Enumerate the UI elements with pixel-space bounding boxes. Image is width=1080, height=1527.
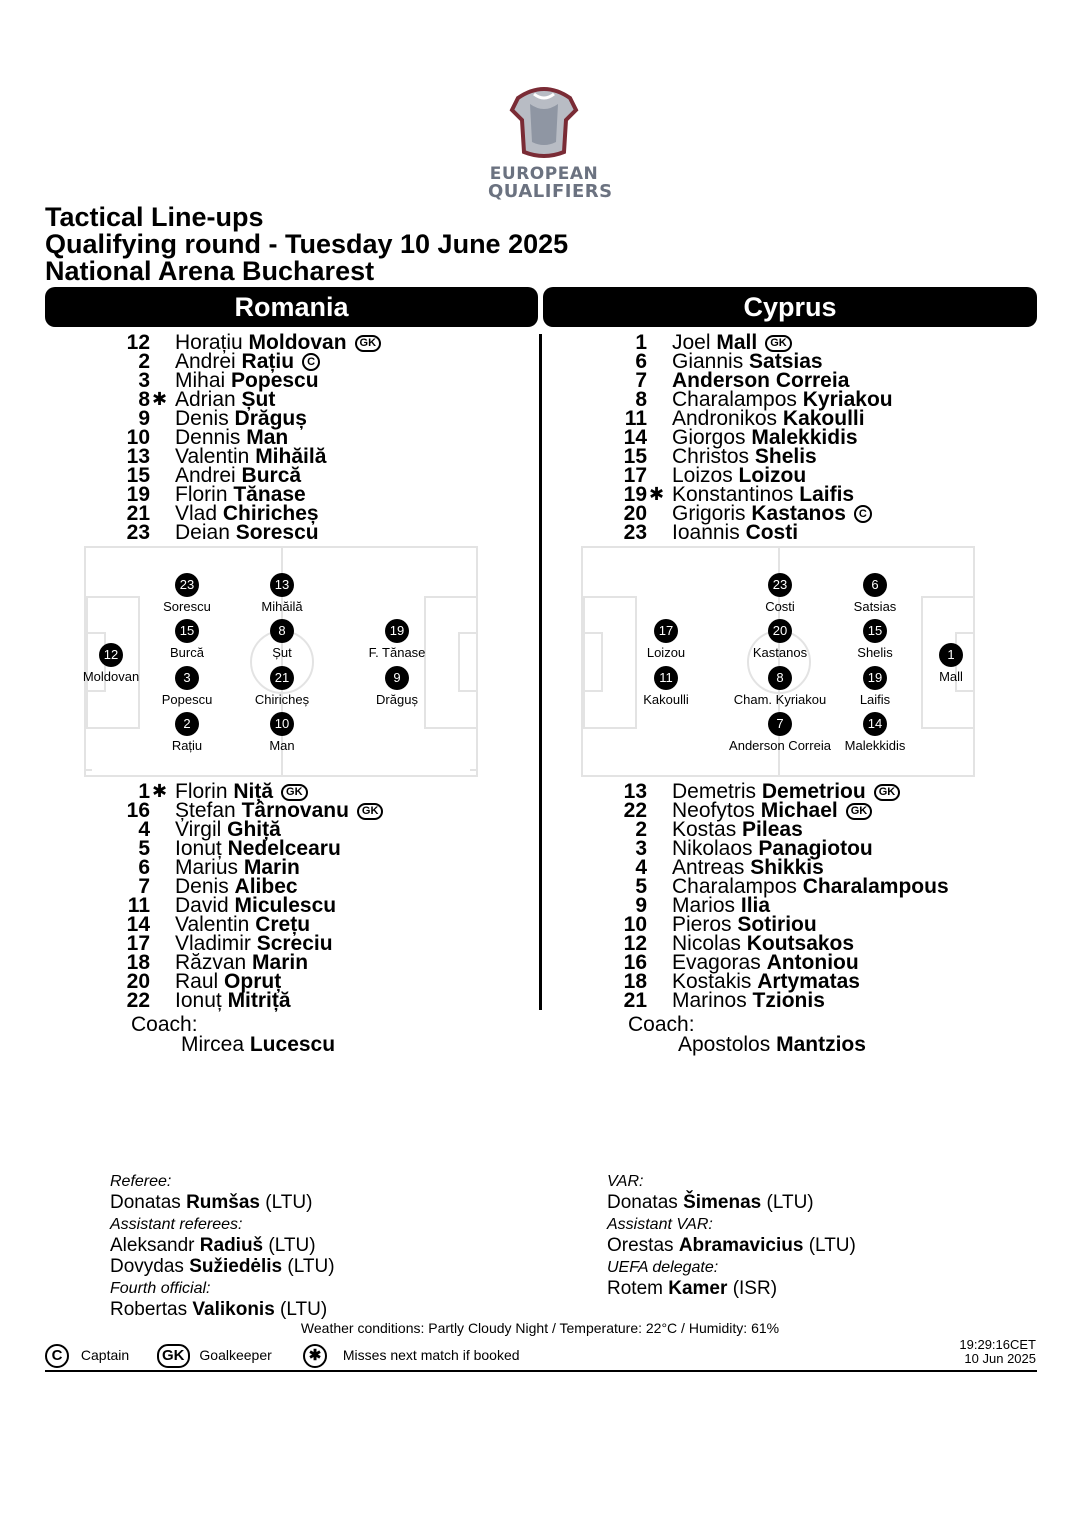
pitch-player-label: Kastanos bbox=[752, 645, 808, 660]
substitute-row bbox=[100, 858, 530, 877]
player-name: Raul Opruț bbox=[175, 970, 282, 993]
uefa-delegate-label: UEFA delegate: bbox=[607, 1259, 719, 1276]
player-name: Răzvan Marin bbox=[175, 951, 309, 974]
player-number-dot: 8 bbox=[768, 666, 792, 690]
shirt-number: 7 bbox=[138, 875, 150, 898]
assistant-var-name: Orestas Abramavicius (LTU) bbox=[607, 1235, 856, 1256]
substitute-row bbox=[100, 801, 530, 820]
assistant-var-label: Assistant VAR: bbox=[607, 1216, 713, 1233]
away-subs-list bbox=[597, 782, 1027, 1010]
legend bbox=[45, 1344, 745, 1370]
home-subs-list bbox=[100, 782, 530, 1010]
player-name: Ioannis Costi bbox=[672, 521, 799, 544]
player-name: Kostas Pileas bbox=[672, 818, 803, 841]
player-name: Adrian Șut bbox=[175, 388, 276, 411]
pitch-player bbox=[815, 712, 935, 754]
shirt-number: 4 bbox=[138, 818, 150, 841]
player-name: Dennis Man bbox=[175, 426, 289, 449]
shirt-number: 16 bbox=[126, 799, 150, 822]
pitch-player-label: Sorescu bbox=[163, 599, 211, 614]
pitch-player-label: Moldovan bbox=[82, 669, 140, 684]
pitch-player-label: Loizou bbox=[646, 645, 686, 660]
referee-label: Referee: bbox=[110, 1173, 172, 1190]
pitch-player-label: Rațiu bbox=[171, 738, 203, 753]
assistants-label: Assistant referees: bbox=[110, 1216, 243, 1233]
player-name: Valentin Crețu bbox=[175, 913, 311, 936]
shirt-number: 3 bbox=[138, 369, 150, 392]
player-number-dot: 6 bbox=[863, 573, 887, 597]
player-name: Anderson Correia bbox=[672, 369, 850, 392]
shirt-number: 2 bbox=[138, 350, 150, 373]
shirt-number: 13 bbox=[623, 780, 647, 803]
captain-icon: C bbox=[45, 1344, 69, 1368]
home-starters-list bbox=[100, 333, 530, 542]
pitch-player bbox=[222, 573, 342, 615]
shirt-number: 19 bbox=[623, 483, 647, 506]
player-name: Deian Sorescu bbox=[175, 521, 319, 544]
shirt-number: 20 bbox=[623, 502, 647, 525]
player-name: Ionuț Mitriță bbox=[175, 989, 291, 1012]
player-name: Marinos Tzionis bbox=[672, 989, 825, 1012]
pitch-player-label: Laifis bbox=[859, 692, 891, 707]
officials-right bbox=[607, 1170, 856, 1299]
shirt-number: 6 bbox=[635, 350, 647, 373]
player-name: Giannis Satsias bbox=[672, 350, 823, 373]
away-coach-last: Mantzios bbox=[776, 1033, 866, 1056]
trophy-shirt-icon bbox=[504, 80, 584, 160]
starter-row bbox=[597, 447, 1027, 466]
player-name: Loizos Loizou bbox=[672, 464, 807, 487]
logo-line-2: QUALIFIERS bbox=[488, 181, 613, 202]
goalkeeper-icon: GK bbox=[765, 335, 792, 352]
assistant-referee-2: Dovydas Sužiedėlis (LTU) bbox=[110, 1256, 335, 1277]
captain-icon: C bbox=[302, 353, 320, 371]
pitch-player bbox=[222, 712, 342, 754]
european-qualifiers-logo bbox=[488, 80, 613, 202]
player-name: Virgil Ghiță bbox=[175, 818, 281, 841]
player-number-dot: 7 bbox=[768, 712, 792, 736]
player-name: Nicolas Koutsakos bbox=[672, 932, 855, 955]
substitute-row bbox=[597, 991, 1027, 1010]
shirt-number: 15 bbox=[623, 445, 647, 468]
pitch-player-label: Șut bbox=[272, 645, 292, 660]
away-coach-label: Coach: bbox=[628, 1013, 695, 1036]
booked-warning-icon: ✱ bbox=[152, 781, 168, 801]
pitch-player bbox=[337, 666, 457, 708]
player-name: Mihai Popescu bbox=[175, 369, 319, 392]
shirt-number: 6 bbox=[138, 856, 150, 879]
player-name: Antreas Shikkis bbox=[672, 856, 824, 879]
shirt-number: 23 bbox=[623, 521, 647, 544]
pitch-player bbox=[222, 619, 342, 661]
shirt-number: 3 bbox=[635, 837, 647, 860]
legend-goalkeeper bbox=[157, 1344, 272, 1368]
pitch-player-label: Kakoulli bbox=[643, 692, 689, 707]
away-coach-name bbox=[628, 1035, 866, 1055]
shirt-number: 4 bbox=[635, 856, 647, 879]
starter-row bbox=[100, 466, 530, 485]
goalkeeper-icon: GK bbox=[846, 803, 873, 820]
pitch-player-label: Mihăilă bbox=[261, 599, 303, 614]
player-name: Grigoris Kastanos C bbox=[672, 504, 872, 523]
pitch-player bbox=[606, 619, 726, 661]
goalkeeper-icon: GK bbox=[874, 784, 901, 801]
home-coach-last: Lucescu bbox=[249, 1033, 336, 1056]
shirt-number: 19 bbox=[126, 483, 150, 506]
player-number-dot: 11 bbox=[654, 666, 678, 690]
player-name: Florin Tănase bbox=[175, 483, 306, 506]
legend-captain bbox=[45, 1344, 129, 1368]
pitch-player bbox=[337, 619, 457, 661]
home-coach bbox=[131, 1015, 335, 1055]
player-name: David Miculescu bbox=[175, 894, 337, 917]
pitch-player bbox=[815, 573, 935, 615]
player-name: Christos Shelis bbox=[672, 445, 817, 468]
player-name: Horațiu Moldovan GK bbox=[175, 333, 381, 352]
substitute-row bbox=[597, 801, 1027, 820]
player-number-dot: 2 bbox=[175, 712, 199, 736]
pitch-player-label: Anderson Correia bbox=[729, 738, 831, 753]
var-label: VAR: bbox=[607, 1173, 644, 1190]
shirt-number: 9 bbox=[138, 407, 150, 430]
assistant-referee-1: Aleksandr Radiuš (LTU) bbox=[110, 1235, 316, 1256]
column-divider bbox=[539, 334, 542, 1010]
player-name: Andrei Burcă bbox=[175, 464, 302, 487]
substitute-row bbox=[100, 953, 530, 972]
shirt-number: 1 bbox=[138, 780, 150, 803]
player-number-dot: 13 bbox=[270, 573, 294, 597]
footer-rule bbox=[45, 1370, 1037, 1372]
player-number-dot: 15 bbox=[175, 619, 199, 643]
starter-row bbox=[100, 371, 530, 390]
player-name: Denis Alibec bbox=[175, 875, 298, 898]
player-number-dot: 10 bbox=[270, 712, 294, 736]
weather-conditions: Weather conditions: Partly Cloudy Night / Temperature: 22°C / Humidity: 61% bbox=[300, 1320, 780, 1336]
shirt-number: 21 bbox=[126, 502, 150, 525]
referee-name: Donatas Rumšas (LTU) bbox=[110, 1192, 313, 1213]
player-number-dot: 9 bbox=[385, 666, 409, 690]
shirt-number: 7 bbox=[635, 369, 647, 392]
title-line-3: National Arena Bucharest bbox=[45, 256, 375, 286]
substitute-row bbox=[597, 877, 1027, 896]
shirt-number: 20 bbox=[126, 970, 150, 993]
home-coach-name bbox=[131, 1035, 335, 1055]
title-line-2: Qualifying round - Tuesday 10 June 2025 bbox=[45, 229, 569, 259]
shirt-number: 8 bbox=[635, 388, 647, 411]
pitch-player-label: Cham. Kyriakou bbox=[733, 692, 827, 707]
shirt-number: 16 bbox=[623, 951, 647, 974]
shirt-number: 11 bbox=[624, 407, 647, 430]
shirt-number: 5 bbox=[138, 837, 150, 860]
pitch-player-label: Malekkidis bbox=[844, 738, 906, 753]
substitute-row bbox=[100, 839, 530, 858]
player-name: Evagoras Antoniou bbox=[672, 951, 859, 974]
player-number-dot: 23 bbox=[768, 573, 792, 597]
shirt-number: 22 bbox=[623, 799, 647, 822]
shirt-number: 22 bbox=[126, 989, 150, 1012]
legend-captain-label: Captain bbox=[80, 1346, 130, 1363]
player-name: Andronikos Kakoulli bbox=[672, 407, 865, 430]
substitute-row bbox=[100, 991, 530, 1010]
pitch-player-label: Costi bbox=[765, 599, 795, 614]
starter-row bbox=[100, 409, 530, 428]
starter-row bbox=[100, 447, 530, 466]
player-number-dot: 20 bbox=[768, 619, 792, 643]
player-number-dot: 19 bbox=[385, 619, 409, 643]
player-number-dot: 8 bbox=[270, 619, 294, 643]
pitch-player-label: Burcă bbox=[170, 645, 204, 660]
pitch-player bbox=[815, 666, 935, 708]
player-name: Valentin Mihăilă bbox=[175, 445, 327, 468]
starter-row bbox=[597, 504, 1027, 523]
goalkeeper-icon: GK bbox=[355, 335, 382, 352]
booked-warning-icon: ✱ bbox=[649, 484, 665, 504]
shirt-number: 9 bbox=[635, 894, 647, 917]
player-number-dot: 23 bbox=[175, 573, 199, 597]
starter-row bbox=[100, 390, 530, 409]
shirt-number: 2 bbox=[635, 818, 647, 841]
shirt-number: 23 bbox=[126, 521, 150, 544]
timestamp-time: 19:29:16CET bbox=[959, 1337, 1036, 1352]
home-pitch bbox=[84, 546, 478, 777]
pitch-player-label: Shelis bbox=[857, 645, 893, 660]
player-number-dot: 19 bbox=[863, 666, 887, 690]
goalkeeper-icon: GK bbox=[157, 1344, 190, 1368]
shirt-number: 13 bbox=[126, 445, 150, 468]
team-bar-away bbox=[543, 287, 1037, 327]
away-coach bbox=[628, 1015, 866, 1055]
shirt-number: 14 bbox=[126, 913, 150, 936]
shirt-number: 17 bbox=[623, 464, 647, 487]
player-number-dot: 21 bbox=[270, 666, 294, 690]
player-number-dot: 15 bbox=[863, 619, 887, 643]
goalkeeper-icon: GK bbox=[357, 803, 384, 820]
booked-warning-icon: ✱ bbox=[152, 389, 168, 409]
shirt-number: 12 bbox=[623, 932, 647, 955]
player-name: Charalampos Kyriakou bbox=[672, 388, 893, 411]
var-name: Donatas Šimenas (LTU) bbox=[607, 1192, 814, 1213]
player-name: Joel Mall GK bbox=[672, 333, 792, 352]
pitch-player-label: Man bbox=[269, 738, 295, 753]
shirt-number: 21 bbox=[623, 989, 647, 1012]
starter-row bbox=[597, 523, 1027, 542]
away-coach-first: Apostolos bbox=[678, 1033, 771, 1056]
player-name: Marius Marin bbox=[175, 856, 300, 879]
player-name: Denis Drăguș bbox=[175, 407, 307, 430]
legend-goalkeeper-label: Goalkeeper bbox=[199, 1346, 272, 1363]
uefa-delegate-name: Rotem Kamer (ISR) bbox=[607, 1278, 778, 1299]
fourth-official-label: Fourth official: bbox=[110, 1280, 211, 1297]
pitch-player-label: Drăguș bbox=[376, 692, 418, 707]
pitch-player-label: F. Tănase bbox=[368, 645, 426, 660]
page-title bbox=[45, 204, 568, 285]
title-line-1: Tactical Line-ups bbox=[45, 202, 264, 232]
shirt-number: 1 bbox=[635, 331, 647, 354]
player-number-dot: 14 bbox=[863, 712, 887, 736]
pitch-player-label: Popescu bbox=[161, 692, 213, 707]
pitch-player-label: Mall bbox=[939, 669, 963, 684]
player-name: Giorgos Malekkidis bbox=[672, 426, 858, 449]
shirt-number: 10 bbox=[623, 913, 647, 936]
player-name: Nikolaos Panagiotou bbox=[672, 837, 873, 860]
player-name: Kostakis Artymatas bbox=[672, 970, 860, 993]
shirt-number: 10 bbox=[126, 426, 150, 449]
legend-booked-label: Misses next match if booked bbox=[342, 1346, 520, 1363]
shirt-number: 12 bbox=[126, 331, 150, 354]
shirt-number: 15 bbox=[126, 464, 150, 487]
timestamp-date: 10 Jun 2025 bbox=[964, 1351, 1036, 1366]
starter-row bbox=[100, 333, 530, 352]
timestamp bbox=[959, 1338, 1036, 1366]
home-team-name: Romania bbox=[234, 292, 349, 322]
logo-line-1: EUROPEAN bbox=[489, 164, 599, 184]
pitch-player-label: Satsias bbox=[853, 599, 897, 614]
player-name: Ștefan Târnovanu GK bbox=[175, 801, 383, 820]
player-name: Andrei Rațiu C bbox=[175, 352, 320, 371]
asterisk-icon: ✱ bbox=[303, 1344, 327, 1368]
shirt-number: 5 bbox=[635, 875, 647, 898]
substitute-row bbox=[100, 896, 530, 915]
player-name: Florin Niță GK bbox=[175, 782, 308, 801]
player-name: Ionuț Nedelcearu bbox=[175, 837, 341, 860]
player-name: Marios Ilia bbox=[672, 894, 771, 917]
shirt-number: 8 bbox=[138, 388, 150, 411]
shirt-number: 18 bbox=[126, 951, 150, 974]
away-starters-list bbox=[597, 333, 1027, 542]
shirt-number: 14 bbox=[623, 426, 647, 449]
goalkeeper-icon: GK bbox=[281, 784, 308, 801]
player-number-dot: 1 bbox=[939, 643, 963, 667]
player-number-dot: 17 bbox=[654, 619, 678, 643]
substitute-row bbox=[100, 972, 530, 991]
player-name: Vlad Chiricheș bbox=[175, 502, 319, 525]
home-coach-label: Coach: bbox=[131, 1013, 198, 1036]
logo-text bbox=[488, 164, 613, 202]
officials-left bbox=[110, 1170, 335, 1320]
player-name: Demetris Demetriou GK bbox=[672, 782, 900, 801]
player-name: Pieros Sotiriou bbox=[672, 913, 817, 936]
player-name: Neofytos Michael GK bbox=[672, 801, 872, 820]
captain-icon: C bbox=[854, 505, 872, 523]
player-name: Konstantinos Laifis bbox=[672, 483, 855, 506]
player-number-dot: 12 bbox=[99, 643, 123, 667]
pitch-player bbox=[222, 666, 342, 708]
shirt-number: 11 bbox=[127, 894, 150, 917]
shirt-number: 18 bbox=[623, 970, 647, 993]
fourth-official-name: Robertas Valikonis (LTU) bbox=[110, 1299, 328, 1320]
away-team-name: Cyprus bbox=[743, 292, 837, 322]
home-coach-first: Mircea bbox=[181, 1033, 245, 1056]
team-bar-home bbox=[45, 287, 538, 327]
pitch-player bbox=[606, 666, 726, 708]
shirt-number: 17 bbox=[126, 932, 150, 955]
legend-booked bbox=[303, 1344, 520, 1368]
starter-row bbox=[100, 523, 530, 542]
player-number-dot: 3 bbox=[175, 666, 199, 690]
pitch-player-label: Chiricheș bbox=[254, 692, 310, 707]
away-pitch bbox=[581, 546, 975, 777]
player-name: Vladimir Screciu bbox=[175, 932, 333, 955]
player-name: Charalampos Charalampous bbox=[672, 875, 949, 898]
substitute-row bbox=[100, 934, 530, 953]
